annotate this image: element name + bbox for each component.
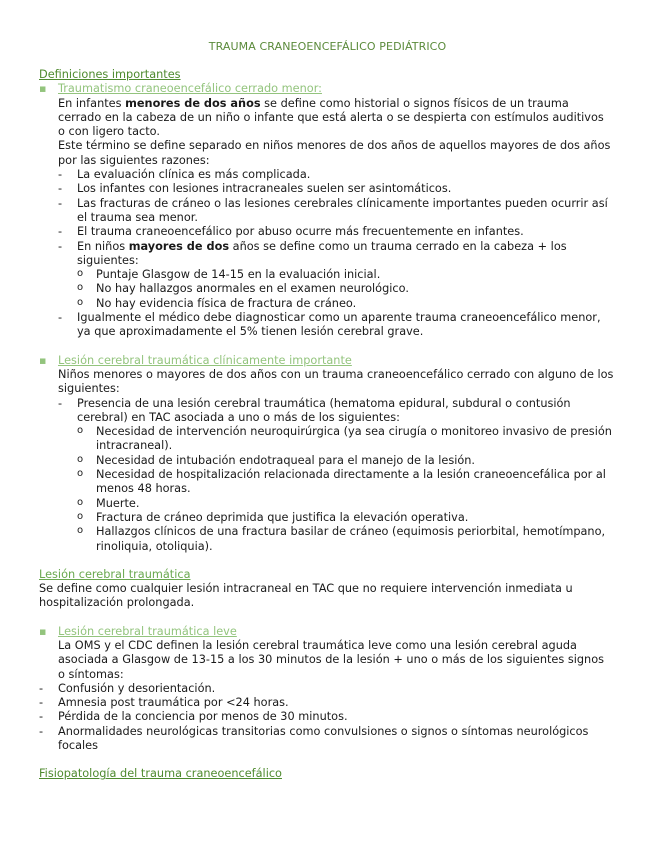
- circle-bullet-icon: o: [77, 453, 84, 465]
- sub-list-item: [77, 454, 614, 468]
- list-item: [58, 240, 614, 269]
- sub-list-item: [77, 425, 614, 454]
- list-item: [39, 725, 614, 754]
- dash-marker: -: [58, 168, 63, 182]
- text: se define como historial o signos físicos de un trauma cerrado en la cabeza de un niño o infante que está alerta o se despierta con estímulos auditivos o con ligero tacto.: [58, 96, 604, 139]
- circle-bullet-icon: o: [77, 510, 84, 522]
- paragraph: Niños menores o mayores de dos años con un trauma craneoencefálico cerrado con alguno de los siguientes:: [58, 367, 614, 396]
- heading-definiciones[interactable]: Definiciones importantes: [39, 68, 181, 81]
- circle-bullet-icon: o: [77, 425, 84, 437]
- list-item: [58, 168, 614, 182]
- list-item: [58, 311, 614, 340]
- list-text: La evaluación clínica es más complicada.: [77, 168, 311, 182]
- list-item: [58, 182, 614, 196]
- square-bullet-icon: ▪: [39, 82, 47, 96]
- circle-bullet-icon: o: [77, 525, 84, 537]
- dash-marker: -: [39, 724, 44, 738]
- sub-list-item: [77, 497, 614, 511]
- list-text: Necesidad de intervención neuroquirúrgica (ya sea cirugía o monitoreo invasivo de presión intracraneal).: [96, 425, 612, 453]
- subheading-lesion-leve[interactable]: Lesión cerebral traumática leve: [58, 624, 237, 638]
- circle-bullet-icon: o: [77, 296, 84, 308]
- dash-marker: -: [58, 225, 63, 239]
- sub-list-item: [77, 525, 614, 554]
- list-item: [58, 225, 614, 239]
- dash-marker: -: [58, 396, 63, 410]
- list-text: No hay hallazgos anormales en el examen neurológico.: [96, 282, 409, 296]
- bullet-lesion-importante: [39, 354, 614, 368]
- bold-text: menores de dos años: [125, 96, 261, 110]
- subheading-lesion-importante[interactable]: Lesión cerebral traumática clínicamente importante: [58, 353, 352, 367]
- list-item: [39, 682, 614, 696]
- heading-lesion-traumatica[interactable]: Lesión cerebral traumática: [39, 567, 191, 581]
- list-text: No hay evidencia física de fractura de cráneo.: [96, 296, 357, 310]
- list-text: Necesidad de hospitalización relacionada directamente a la lesión craneoencefálica por al menos 48 horas.: [96, 468, 606, 496]
- sub-list-item: [77, 511, 614, 525]
- dash-marker: -: [39, 696, 44, 710]
- circle-bullet-icon: o: [77, 282, 84, 294]
- dash-marker: -: [58, 196, 63, 210]
- heading-fisiopatologia[interactable]: Fisiopatología del trauma craneoencefálico: [39, 767, 282, 781]
- circle-bullet-icon: o: [77, 496, 84, 508]
- list-text: Los infantes con lesiones intracraneales suelen ser asintomáticos.: [77, 182, 452, 196]
- bullet-trauma-menor: [39, 82, 614, 96]
- text: En infantes: [58, 96, 126, 110]
- list-item: [39, 696, 614, 710]
- list-text: Muerte.: [96, 496, 140, 510]
- list-text: El trauma craneoencefálico por abuso ocurre más frecuentemente en infantes.: [77, 225, 524, 239]
- dash-marker: -: [39, 681, 44, 695]
- circle-bullet-icon: o: [77, 268, 84, 280]
- page-title: TRAUMA CRANEOENCEFÁLICO PEDIÁTRICO: [208, 40, 447, 53]
- list-item: [58, 397, 614, 426]
- subheading-trauma-menor[interactable]: Traumatismo craneoencefálico cerrado menor:: [58, 82, 322, 96]
- list-text: Anormalidades neurológicas transitorias como convulsiones o signos o síntomas neurológicos focales: [58, 724, 589, 753]
- document-body: [39, 68, 614, 782]
- list-item: [39, 710, 614, 724]
- square-bullet-icon: ▪: [39, 624, 47, 638]
- sub-list-item: [77, 268, 614, 282]
- list-text: Hallazgos clínicos de una fractura basilar de cráneo (equimosis periorbital, hemotímpano, rinoliquia, otoliquia).: [96, 525, 606, 553]
- paragraph: La OMS y el CDC definen la lesión cerebral traumática leve como una lesión cerebral aguda asociada a Glasgow de 13-15 a los 30 minutos de la lesión + uno o más de los siguientes signos o síntomas:: [58, 638, 604, 681]
- square-bullet-icon: ▪: [39, 353, 47, 367]
- bold-text: mayores de dos: [128, 239, 230, 253]
- list-text: Pérdida de la conciencia por menos de 30 minutos.: [58, 710, 348, 724]
- list-text: Presencia de una lesión cerebral traumática (hematoma epidural, subdural o contusión cerebral) en TAC asociada a uno o más de los siguientes:: [77, 396, 571, 424]
- circle-bullet-icon: o: [77, 468, 84, 480]
- bullet-lesion-leve: [39, 625, 614, 639]
- sub-list-item: [77, 468, 614, 497]
- paragraph: Se define como cualquier lesión intracraneal en TAC que no requiere intervención inmediata u hospitalización prolongada.: [39, 582, 573, 610]
- list-text: Amnesia post traumática por <24 horas.: [58, 696, 289, 710]
- list-item: [58, 197, 614, 226]
- paragraph: Este término se define separado en niños menores de dos años de aquellos mayores de dos años por las siguientes razones:: [58, 139, 611, 167]
- list-text: años se define como un trauma cerrado en la cabeza + los siguientes:: [77, 239, 567, 267]
- list-text: Las fracturas de cráneo o las lesiones cerebrales clínicamente importantes pueden ocurrir así el trauma sea menor.: [77, 196, 608, 224]
- dash-marker: -: [58, 311, 63, 325]
- paragraph: [39, 97, 614, 140]
- sub-list-item: [77, 282, 614, 296]
- dash-marker: -: [58, 239, 63, 253]
- dash-marker: -: [58, 182, 63, 196]
- list-text: En niños: [77, 239, 129, 253]
- list-text: Confusión y desorientación.: [58, 681, 216, 695]
- dash-marker: -: [39, 710, 44, 724]
- sub-list-item: [77, 297, 614, 311]
- list-text: Fractura de cráneo deprimida que justifica la elevación operativa.: [96, 510, 469, 524]
- list-text: Igualmente el médico debe diagnosticar como un aparente trauma craneoencefálico menor, ya que aproximadamente el 5% tienen lesión cerebral grave.: [77, 311, 601, 339]
- list-text: Necesidad de intubación endotraqueal para el manejo de la lesión.: [96, 453, 476, 467]
- list-text: Puntaje Glasgow de 14-15 en la evaluación inicial.: [96, 268, 381, 282]
